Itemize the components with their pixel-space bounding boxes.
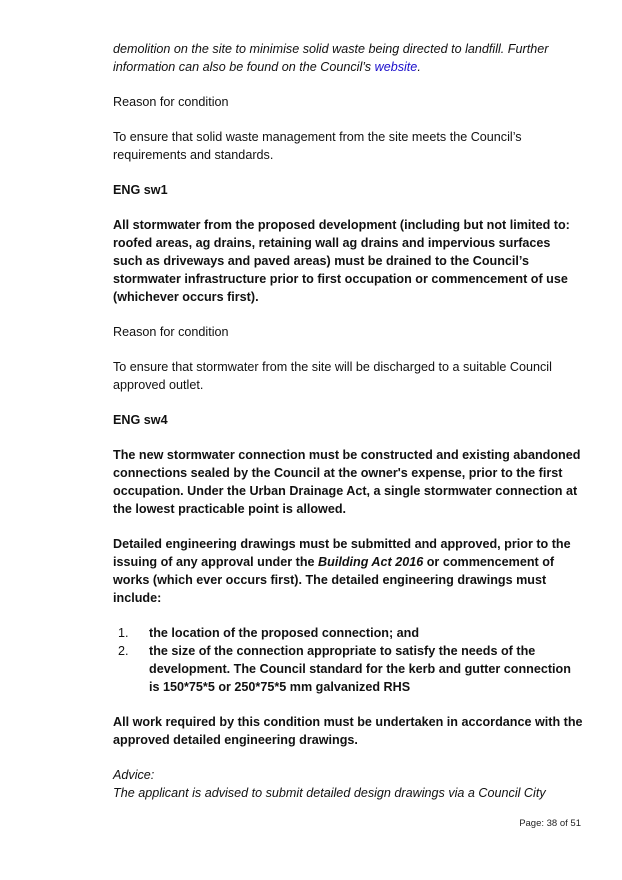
list-item-text: the size of the connection appropriate to satisfy the needs of the development. The Council standard for the kerb and gutter connection is 150*75*5 or 250*75*5 mm galvanized RHS xyxy=(149,644,571,694)
drawing-requirements-list xyxy=(113,624,583,696)
reason-text-1: To ensure that solid waste management from the site meets the Council’s requirements and standards. xyxy=(113,130,522,162)
para2-text-end: or commencement of works (which ever occurs first). The detailed engineering drawings must include: xyxy=(113,555,555,605)
advice-label: Advice: xyxy=(113,768,155,782)
condition-sw4-para3: All work required by this condition must be undertaken in accordance with the approved detailed engineering drawings. xyxy=(113,715,583,747)
advice-text: The applicant is advised to submit detailed design drawings via a Council City xyxy=(113,786,546,800)
condition-body-sw1: All stormwater from the proposed development (including but not limited to: roofed areas, ag drains, retaining wall ag drains and impervious surfaces such as driveways and paved areas) must be drained to the Council’s stormwater infrastructure prior to first occupation or commencement of use (whichever occurs first). xyxy=(113,218,570,304)
page-number: Page: 38 of 51 xyxy=(519,818,581,829)
website-link[interactable]: website xyxy=(374,60,418,74)
reason-label-1: Reason for condition xyxy=(113,95,229,109)
list-item-number: 1. xyxy=(118,626,129,640)
intro-text-end: . xyxy=(417,60,421,74)
reason-label-2: Reason for condition xyxy=(113,325,229,339)
building-act-reference: Building Act 2016 xyxy=(318,555,424,569)
condition-sw4-para1: The new stormwater connection must be constructed and existing abandoned connections sealed by the Council at the owner's expense, prior to the first occupation. Under the Urban Drainage Act, a single stormwater connection at the lowest practicable point is allowed. xyxy=(113,448,581,516)
list-item-number: 2. xyxy=(118,644,129,658)
para2-text: Detailed engineering drawings must be submitted and approved, prior to the issuing of any approval under the xyxy=(113,537,571,569)
intro-paragraph xyxy=(113,40,583,76)
condition-heading-sw4: ENG sw4 xyxy=(113,413,168,427)
condition-sw4-para2 xyxy=(113,535,583,607)
page-content xyxy=(113,40,583,802)
reason-text-2: To ensure that stormwater from the site will be discharged to a suitable Council approved outlet. xyxy=(113,360,552,392)
intro-text: demolition on the site to minimise solid waste being directed to landfill. Further information can also be found on the Council’s xyxy=(113,42,549,74)
condition-heading-sw1: ENG sw1 xyxy=(113,183,168,197)
list-item-text: the location of the proposed connection; and xyxy=(149,626,420,640)
list-item xyxy=(113,642,583,696)
list-item xyxy=(113,624,583,642)
